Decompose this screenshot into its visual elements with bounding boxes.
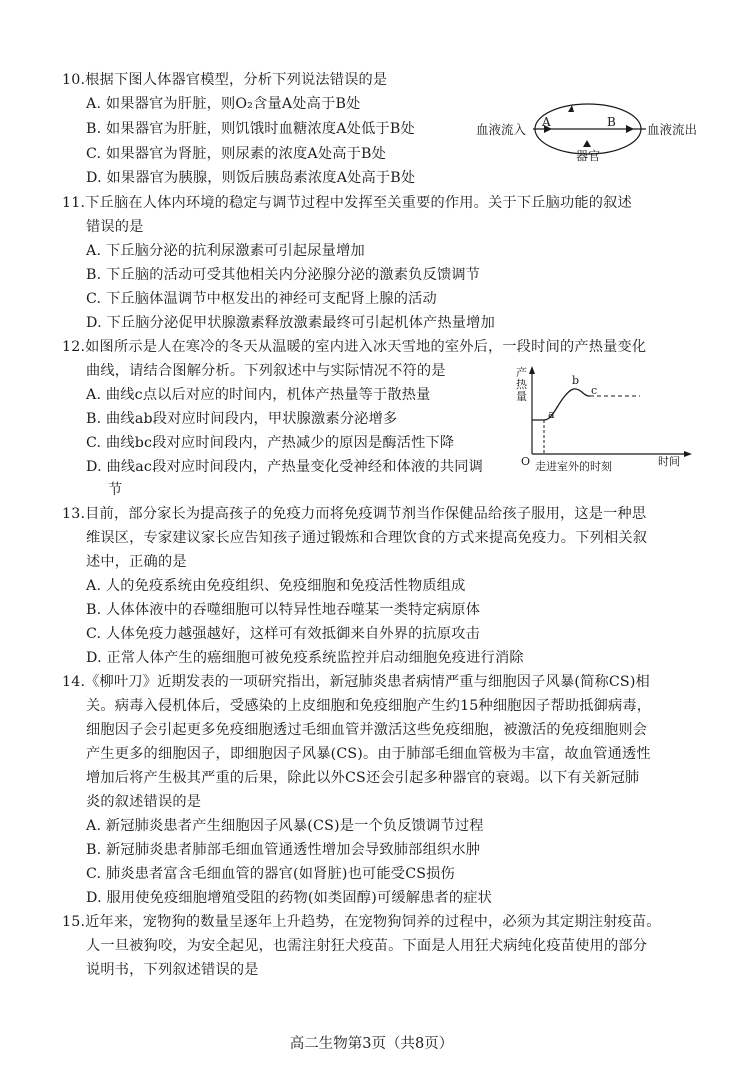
- q13-option-b: B. 人体体液中的吞噬细胞可以特异性地吞噬某一类特定病原体: [86, 602, 481, 618]
- small-arrow-icon: [583, 140, 591, 147]
- q10-option-b: B. 如果器官为肝脏，则饥饿时血糖浓度A处低于B处: [86, 121, 415, 137]
- organ-model-figure: [476, 100, 706, 166]
- q14-stem-line3: 细胞因子会引起更多免疫细胞透过毛细血管并激活这些免疫细胞，被激活的免疫细胞则会: [86, 722, 648, 738]
- q10-option-a: A. 如果器官为肝脏，则O₂含量A处高于B处: [86, 96, 361, 112]
- q13-stem-line3: 述中，正确的是: [86, 554, 187, 570]
- q13-option-d: D. 正常人体产生的癌细胞可被免疫系统监控并启动细胞免疫进行消除: [86, 650, 524, 666]
- y-axis-arrow-icon: [529, 366, 535, 374]
- point-a-label: a: [548, 408, 555, 421]
- q12-option-d-line2: 节: [108, 482, 123, 498]
- blood-in-label: 血液流入: [476, 122, 527, 137]
- arrow-icon: [626, 125, 634, 133]
- q11-option-b: B. 下丘脑的活动可受其他相关内分泌腺分泌的激素负反馈调节: [86, 267, 481, 283]
- q11-option-c: C. 下丘脑体温调节中枢发出的神经可支配肾上腺的活动: [86, 291, 437, 307]
- q10-stem: 10.根据下图人体器官模型，分析下列说法错误的是: [62, 72, 388, 88]
- point-b-label: b: [572, 374, 580, 387]
- q12-stem-line1: 12.如图所示是人在寒冷的冬天从温暖的室内进入冰天雪地的室外后，一段时间的产热量变化: [62, 339, 647, 355]
- q12-stem-line2: 曲线，请结合图解分析。下列叙述中与实际情况不符的是: [86, 363, 446, 379]
- q14-option-b: B. 新冠肺炎患者肺部毛细血管通透性增加会导致肺部组织水肿: [86, 842, 481, 858]
- point-c-label: c: [591, 384, 598, 397]
- q11-option-d: D. 下丘脑分泌促甲状腺激素释放激素最终可引起机体产热量增加: [86, 315, 495, 331]
- q14-option-a: A. 新冠肺炎患者产生细胞因子风暴(CS)是一个负反馈调节过程: [86, 818, 484, 834]
- q14-option-d: D. 服用使免疫细胞增殖受阻的药物(如类固醇)可缓解患者的症状: [86, 890, 493, 906]
- q14-stem-line5: 增加后将产生极其严重的后果，除此以外CS还会引起多种器官的衰竭。以下有关新冠肺: [86, 770, 640, 786]
- point-a-label: A: [542, 115, 551, 129]
- q15-stem-line1: 15.近年来，宠物狗的数量呈逐年上升趋势，在宠物狗饲养的过程中，必须为其定期注射疫苗。: [62, 914, 661, 930]
- q14-option-c: C. 肺炎患者富含毛细血管的器官(如肾脏)也可能受CS损伤: [86, 866, 455, 882]
- organ-label: 器官: [576, 149, 601, 163]
- q13-stem-line1: 13.目前，部分家长为提高孩子的免疫力而将免疫调节剂当作保健品给孩子服用，这是一种思: [62, 506, 647, 522]
- q15-stem-line3: 说明书，下列叙述错误的是: [86, 962, 259, 978]
- page-footer: 高二生物第3页（共8页）: [289, 1036, 454, 1052]
- x-axis-label: 时间: [658, 455, 680, 468]
- q12-option-d-line1: D. 曲线ac段对应时间段内，产热量变化受神经和体液的共同调: [86, 459, 483, 475]
- q11-option-a: A. 下丘脑分泌的抗利尿激素可引起尿量增加: [86, 243, 365, 259]
- enter-moment-label: 走进室外的时刻: [535, 460, 612, 473]
- origin-label: O: [521, 455, 531, 468]
- q13-option-a: A. 人的免疫系统由免疫组织、免疫细胞和免疫活性物质组成: [86, 578, 466, 594]
- x-axis-arrow-icon: [684, 451, 692, 457]
- q10-option-c: C. 如果器官为肾脏，则尿素的浓度A处高于B处: [86, 146, 387, 162]
- q11-stem-line1: 11.下丘脑在人体内环境的稳定与调节过程中发挥至关重要的作用。关于下丘脑功能的叙述: [62, 195, 632, 211]
- q12-option-c: C. 曲线bc段对应时间段内，产热减少的原因是酶活性下降: [86, 435, 455, 451]
- q11-stem-line2: 错误的是: [86, 219, 144, 235]
- y-axis-label-1: 产: [516, 366, 527, 379]
- q12-option-a: A. 曲线c点以后对应的时间内，机体产热量等于散热量: [86, 387, 431, 403]
- q10-option-d: D. 如果器官为胰腺，则饭后胰岛素浓度A处高于B处: [86, 170, 416, 186]
- heat-production-figure: [512, 362, 697, 474]
- heat-curve: [532, 389, 590, 420]
- q13-stem-line2: 维误区，专家建议家长应告知孩子通过锻炼和合理饮食的方式来提高免疫力。下列相关叙: [86, 530, 648, 546]
- q14-stem-line1: 14.《柳叶刀》近期发表的一项研究指出，新冠肺炎患者病情严重与细胞因子风暴(简称CS)相: [62, 674, 650, 690]
- q12-option-b: B. 曲线ab段对应时间段内，甲状腺激素分泌增多: [86, 411, 398, 427]
- y-axis-label-2: 热: [516, 378, 527, 391]
- q14-stem-line6: 炎的叙述错误的是: [86, 794, 202, 810]
- blood-out-label: 血液流出: [647, 122, 698, 137]
- y-axis-label-3: 量: [516, 390, 527, 403]
- q15-stem-line2: 人一旦被狗咬，为安全起见，也需注射狂犬疫苗。下面是人用狂犬病纯化疫苗使用的部分: [86, 938, 648, 954]
- q13-option-c: C. 人体免疫力越强越好，这样可有效抵御来自外界的抗原攻击: [86, 626, 481, 642]
- point-b-label: B: [607, 115, 616, 129]
- q14-stem-line2: 关。病毒入侵机体后，受感染的上皮细胞和免疫细胞产生约15种细胞因子帮助抵御病毒，: [86, 698, 652, 714]
- q14-stem-line4: 产生更多的细胞因子，即细胞因子风暴(CS)。由于肺部毛细血管极为丰富，故血管通透性: [86, 746, 651, 762]
